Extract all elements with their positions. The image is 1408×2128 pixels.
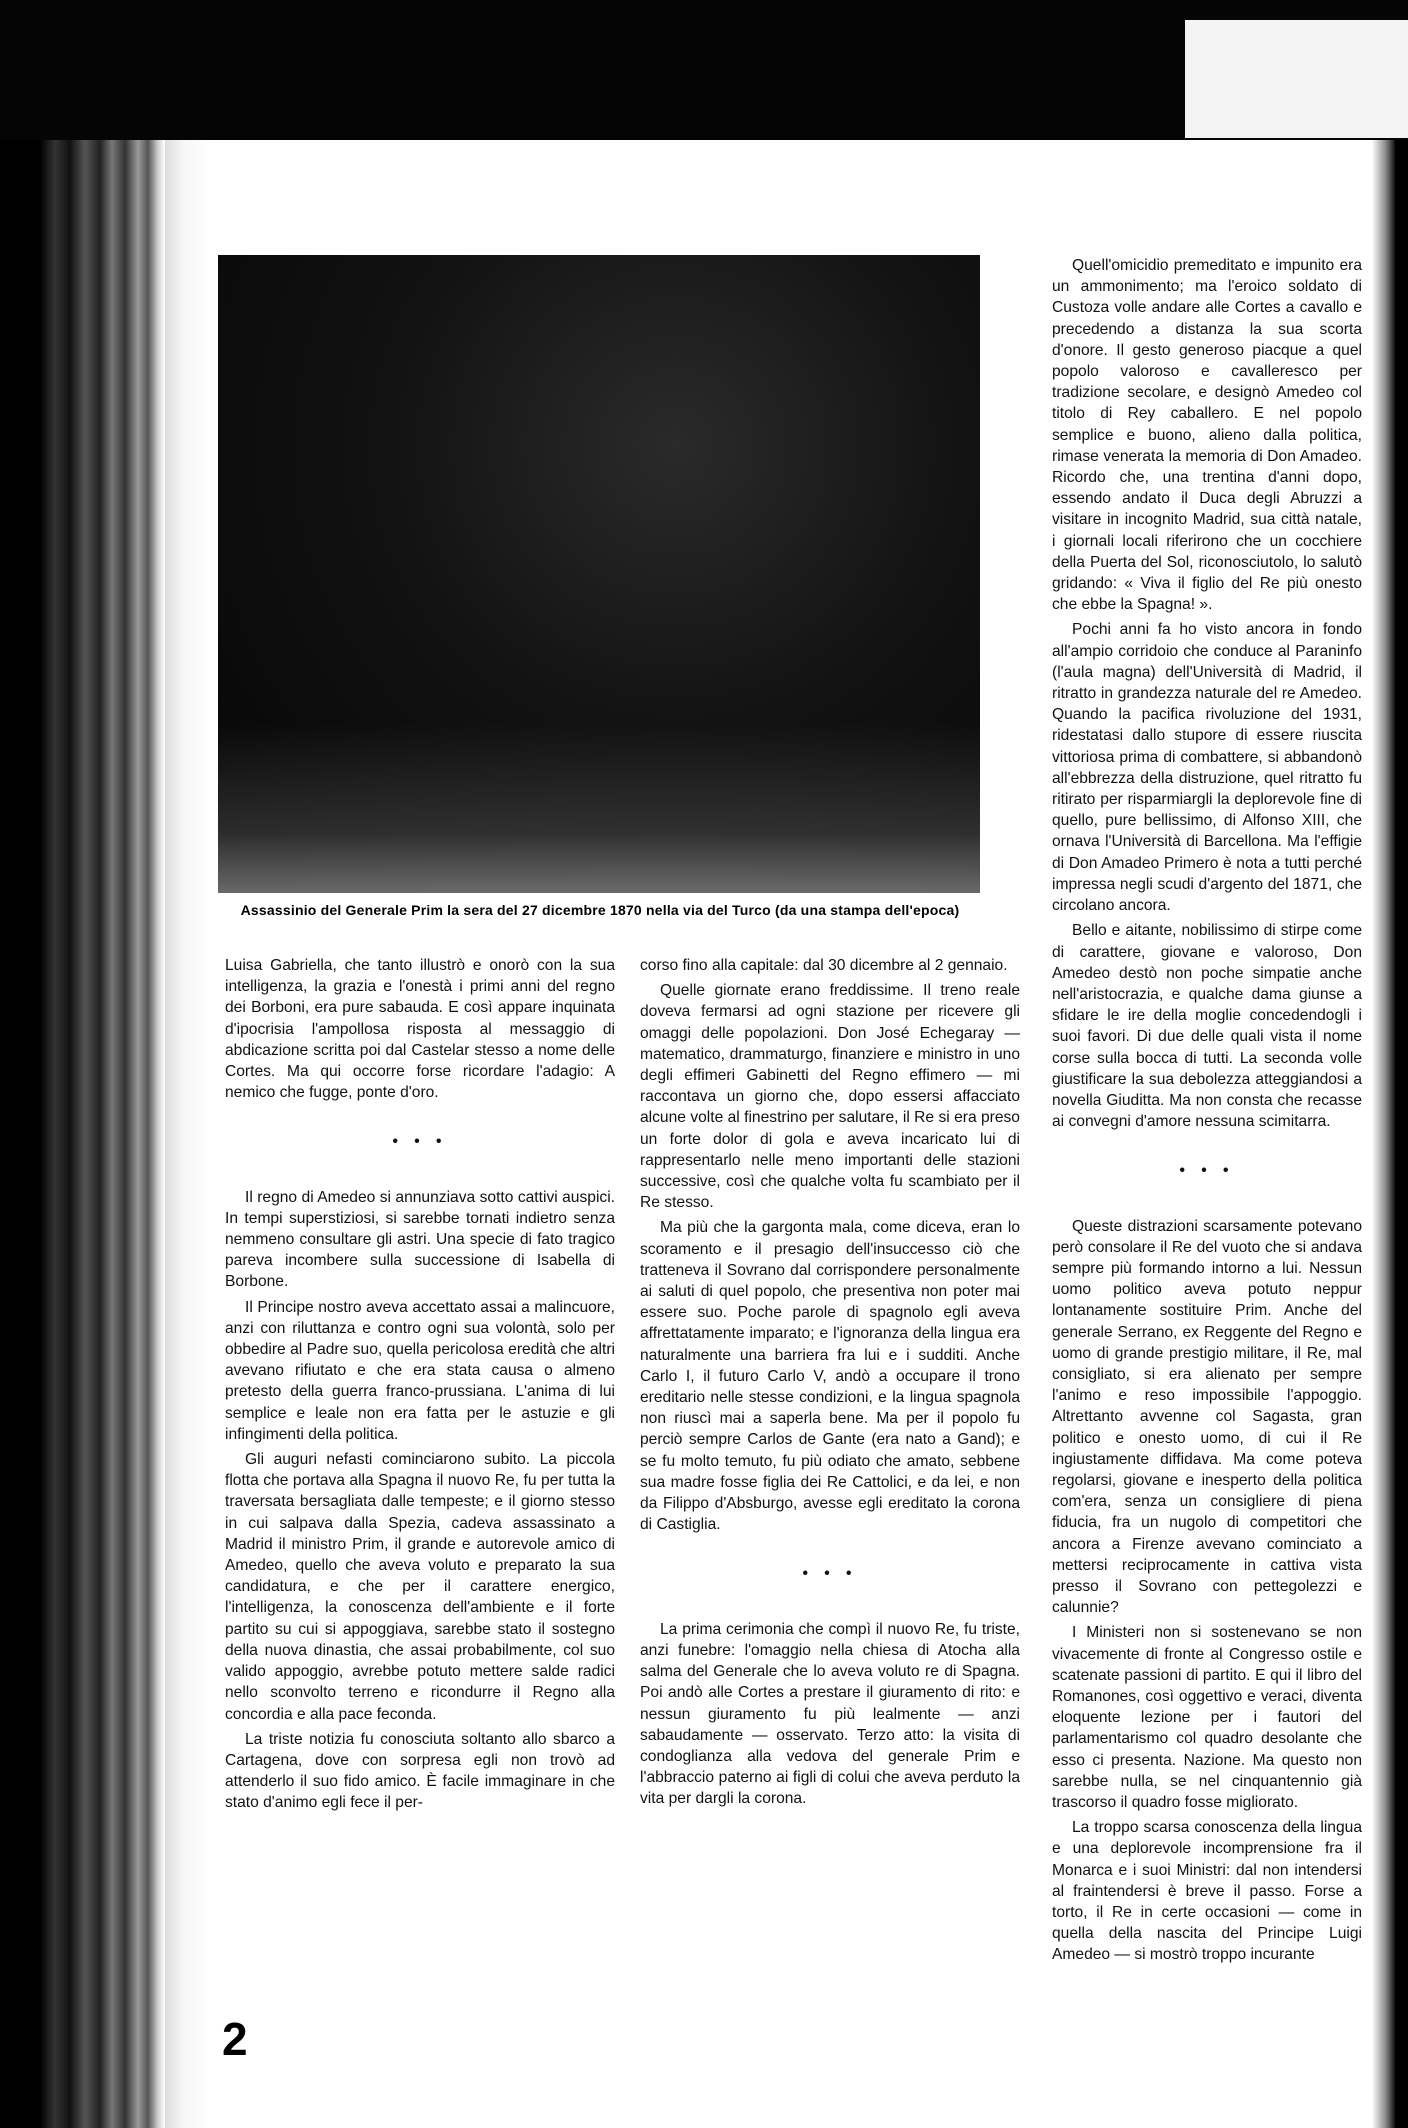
paragraph: I Ministeri non si sostenevano se non vivacemente di fronte al Congresso ostile e scatenate passioni di partito. E qui il libro del Romanones, così oggettivo e veraci, diventa eloquente lezione per i fautori del parlamentarismo col quadro desolante che esso ci presenta. Nazione. Ma questo non sarebbe nulla, se nel cinquantennio già trascorso il quadro fosse migliorato.	[1052, 1624, 1362, 1812]
paragraph: La prima cerimonia che compì il nuovo Re, fu triste, anzi funebre: l'omaggio nella chiesa di Atocha alla salma del Generale che lo aveva voluto re di Spagna. Poi andò alle Cortes a prestare il giuramento di rito: e nessun giuramento fu più lealmente — anzi sabaudamente — osservato. Terzo atto: la visita di condoglianza alla vedova del generale Prim e l'abbraccio paterno ai figli di colui che aveva perduto la vita per dargli la corona.	[640, 1620, 1020, 1808]
paragraph: Queste distrazioni scarsamente potevano però consolare il Re del vuoto che si andava sempre più formando intorno a lui. Nessun uomo politico aveva potuto neppur lontanamente sostituire Prim. Anche del generale Serrano, ex Reggente del Regno e uomo di grande prestigio militare, il Re, mal consigliato, si era alienato per sempre l'animo e reso impossibile l'appoggio. Altrettanto avvenne col Sagasta, gran politico e onesto uomo, di cui il Re ingiustamente diffidava. Ma come poteva regolarsi, giovane e inesperto della politica com'era, senza un consigliere di piena fiducia, fra un nugolo di competitori che ancora a Firenze avevano cominciato a mettersi reciprocamente in cattiva vista presso il Sovrano con pettegolezzi e calunnie?	[1052, 1217, 1362, 1617]
paragraph: Ma più che la gargonta mala, come diceva, eran lo scoramento e il presagio dell'insuccesso ciò che tratteneva il Sovrano dal corrispondere personalmente ai saluti di quel popolo, che presentiva non poter mai essere suo. Poche parole di spagnolo egli aveva affrettatamente imparato; e l'ignoranza della lingua era naturalmente una barriera fra lui e i sudditi. Anche Carlo I, il futuro Carlo V, andò a occupare il trono ereditario nelle stesse condizioni, e la lingua spagnola non riuscì mai a saperla bene. Ma per il popolo fu perciò sempre Carlos de Gante (era nato a Gand); e se fu molto temuto, fu più odiato che amato, sebbene sua madre fosse figlia dei Re Cattolici, e da lei, e non da Filippo d'Absburgo, avesse egli ereditato la corona di Castiglia.	[640, 1219, 1020, 1534]
paragraph: Quell'omicidio premeditato e impunito era un ammonimento; ma l'eroico soldato di Custoza volle andare alle Cortes a cavallo e precedendo a distanza la sua scorta d'onore. Il gesto generoso piacque a quel popolo valoroso e cavalleresco per tradizione secolare, e designò Amedeo col titolo di Rey caballero. E nel popolo semplice e buono, alieno dalla politica, rimase venerata la memoria di Don Amadeo. Ricordo che, una trentina d'anni dopo, essendo andato il Duca degli Abruzzi a visitare in incognito Madrid, sua città natale, i giornali locali riferirono che un cocchiere della Puerta del Sol, riconosciutolo, lo salutò gridando: « Viva il figlio del Re più onesto che ebbe la Spagna! ».	[1052, 257, 1362, 614]
text-column-3	[1052, 255, 1362, 1970]
text-column-2	[640, 955, 1020, 1814]
paragraph: Luisa Gabriella, che tanto illustrò e onorò con la sua intelligenza, la grazia e l'onestà i primi anni del regno dei Borboni, era pure sabauda. E così appare inquinata d'ipocrisia l'ampollosa risposta al messaggio di abdicazione scritta poi dal Castelar stesso a nome delle Cortes. Ma qui occorre forse ricordare l'adagio: A nemico che fugge, ponte d'oro.	[225, 957, 615, 1102]
section-separator: • • •	[1179, 1162, 1235, 1180]
paragraph: Gli auguri nefasti cominciarono subito. La piccola flotta che portava alla Spagna il nuovo Re, fu per tutta la traversata bersagliata dalle tempeste; e il giorno stesso in cui salpava dalla Spezia, cadeva assassinato a Madrid il ministro Prim, il grande e autorevole amico di Amedeo, quello che aveva voluto e preparato la sua candidatura, e che per il carattere energico, l'intelligenza, la conoscenza dell'ambiente e il forte partito su cui si appoggiava, sarebbe stato il sostegno della nuova dinastia, che assai probabilmente, col suo valido appoggio, avrebbe potuto mettere salde radici nello sconvolto terreno e ricondurre il Regno alla concordia e alla pace feconda.	[225, 1451, 615, 1723]
paragraph: corso fino alla capitale: dal 30 dicembre al 2 gennaio.	[640, 957, 1008, 974]
paragraph: Il regno di Amedeo si annunziava sotto cattivi auspici. In tempi superstiziosi, si sarebbe tornati indietro senza nemmeno consultare gli astri. Una specie di fato tragico pareva incombere sulla successione di Isabella di Borbone.	[225, 1188, 615, 1291]
scan-right-border	[1395, 140, 1408, 2128]
page-number: 2	[222, 2013, 248, 2065]
paragraph: Pochi anni fa ho visto ancora in fondo all'ampio corridoio che conduce al Paraninfo (l'aula magna) dell'Università di Madrid, il ritratto in grandezza naturale del re Amedeo. Quando la pacifica rivoluzione del 1931, ridestatasi dallo stupore di essere riuscita vittoriosa prima di combattere, si abbandonò all'ebbrezza della distruzione, quel ritratto fu ritirato per risparmiargli la deplorevole fine di quello, pure bellissimo, di Alfonso XIII, che ornava l'Università di Barcellona. Ma l'effigie di Don Amadeo Primero è nota a tutti perché impressa negli scudi d'argento del 1871, che circolano ancora.	[1052, 621, 1362, 915]
scan-top-notch	[1185, 20, 1408, 138]
section-separator: • • •	[802, 1565, 858, 1583]
section-separator: • • •	[392, 1133, 448, 1151]
photo-caption: Assassinio del Generale Prim la sera del 27 dicembre 1870 nella via del Turco (da una stampa dell'epoca)	[240, 902, 960, 918]
paragraph: Il Principe nostro aveva accettato assai a malincuore, anzi con riluttanza e contro ogni sua volontà, solo per obbedire al Padre suo, quella pericolosa eredità che altri avevano rifiutato e che era stata causa o almeno pretesto della guerra franco-prussiana. L'anima di lui semplice e leale non era fatta per le astuzie e gli infingimenti della politica.	[225, 1298, 615, 1443]
paragraph: Bello e aitante, nobilissimo di stirpe come di carattere, giovane e valoroso, Don Amedeo destò non poche simpatie anche nell'aristocrazia, e qualche dama giunse a sfidare le ire della moglie concedendogli i suoi favori. Di due delle quali vista il nome corse sulla bocca di tutti. La seconda volle giustificare la sua debolezza atteggiandosi a novella Giuditta. Ma non consta che recasse ai convegni d'amore nessuna scimitarra.	[1052, 922, 1362, 1131]
historical-print-photo	[218, 255, 980, 893]
scan-right-shadow	[1372, 140, 1395, 2128]
page-fold-shadow	[165, 140, 210, 2128]
paragraph: La troppo scarsa conoscenza della lingua e una deplorevole incomprensione fra il Monarca e i suoi Ministri: dal non intendersi al fraintendersi è breve il passo. Forse a torto, il Re in certe occasioni — come in quella della nascita del Principe Luigi Amedeo — si mostrò troppo incurante	[1052, 1819, 1362, 1964]
photo-figures-area	[218, 723, 980, 893]
paragraph: La triste notizia fu conosciuta soltanto allo sbarco a Cartagena, dove con sorpresa egli non trovò ad attenderlo il suo fido amico. È facile immaginare in che stato d'animo egli fece il per-	[225, 1730, 615, 1812]
scan-left-border	[0, 140, 165, 2128]
paragraph: Quelle giornate erano freddissime. Il treno reale doveva fermarsi ad ogni stazione per ricevere gli omaggi delle popolazioni. Don José Echegaray — matematico, drammaturgo, finanziere e ministro in uno degli effimeri Gabinetti del Regno effimero — mi raccontava un giorno che, dopo essersi affacciato alcune volte al finestrino per salutare, il Re si era preso un forte dolor di gola e aveva incaricato lui di rappresentarlo nelle meno importanti delle stazioni successive, così che qualche volta fu scambiato per il Re stesso.	[640, 982, 1020, 1212]
text-column-1	[225, 955, 615, 1818]
